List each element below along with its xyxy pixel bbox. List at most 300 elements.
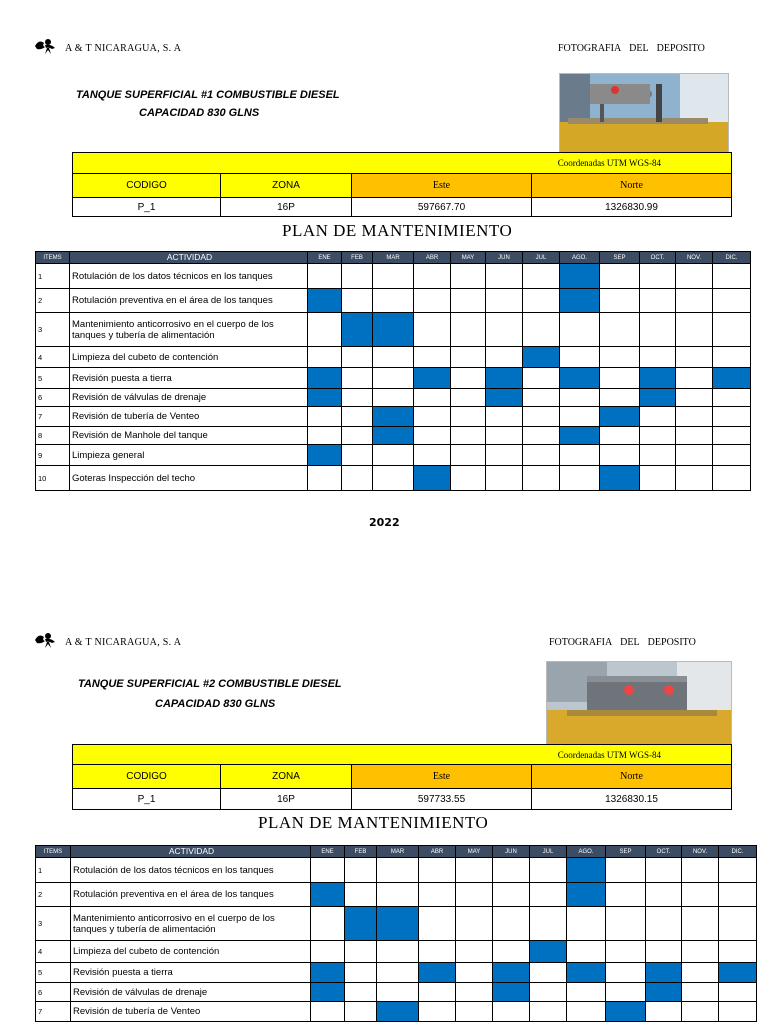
tank-title-1: TANQUE SUPERFICIAL #1 COMBUSTIBLE DIESEL [76, 89, 340, 101]
month-cell [311, 941, 345, 963]
month-cell [600, 289, 640, 313]
scheduled-cell [486, 368, 523, 389]
month-cell [640, 466, 676, 491]
item-number: 7 [36, 407, 70, 427]
tank-photo-icon [560, 74, 728, 152]
month-cell [456, 883, 493, 907]
scheduled-cell [719, 963, 757, 983]
month-cell [523, 368, 560, 389]
activity-label: Revisión puesta a tierra [70, 368, 308, 389]
month-cell [567, 941, 606, 963]
tank-title-2: TANQUE SUPERFICIAL #2 COMBUSTIBLE DIESEL [78, 678, 342, 690]
este-label: Este [352, 765, 532, 789]
scheduled-cell [419, 963, 456, 983]
month-cell [560, 407, 600, 427]
norte-value: 1326830.15 [532, 789, 732, 810]
item-number: 2 [36, 883, 71, 907]
month-cell [600, 445, 640, 466]
item-number: 8 [36, 427, 70, 445]
scheduled-cell [523, 347, 560, 368]
month-cell [606, 858, 646, 883]
table-row [36, 389, 751, 407]
norte-label: Norte [532, 765, 732, 789]
item-number: 9 [36, 445, 70, 466]
month-cell [682, 883, 719, 907]
month-cell [560, 347, 600, 368]
scheduled-cell [308, 289, 342, 313]
month-cell [606, 883, 646, 907]
scheduled-cell [493, 983, 530, 1002]
month-header: JUN [493, 846, 530, 858]
coords-label: Coordenadas UTM WGS-84 [73, 153, 732, 174]
items-header: ITEMS [36, 846, 71, 858]
month-cell [676, 427, 713, 445]
month-cell [676, 347, 713, 368]
activity-label: Limpieza del cubeto de contención [70, 347, 308, 368]
scheduled-cell [373, 313, 414, 347]
month-cell [713, 445, 751, 466]
month-cell [456, 941, 493, 963]
month-cell [414, 389, 451, 407]
month-cell [493, 883, 530, 907]
month-cell [456, 1002, 493, 1022]
month-cell [414, 347, 451, 368]
table-row [36, 1002, 757, 1022]
activity-label: Rotulación de los datos técnicos en los tanques [71, 858, 311, 883]
month-cell [530, 983, 567, 1002]
table-row [36, 368, 751, 389]
month-cell [486, 407, 523, 427]
month-cell [606, 941, 646, 963]
month-header: OCT. [640, 252, 676, 264]
month-cell [311, 907, 345, 941]
month-cell [600, 347, 640, 368]
month-cell [414, 445, 451, 466]
month-cell [682, 941, 719, 963]
month-cell [451, 347, 486, 368]
month-cell [345, 963, 377, 983]
scheduled-cell [414, 466, 451, 491]
month-cell [414, 427, 451, 445]
month-cell [530, 883, 567, 907]
scheduled-cell [345, 907, 377, 941]
month-cell [606, 983, 646, 1002]
month-cell [373, 466, 414, 491]
activity-header: ACTIVIDAD [70, 252, 308, 264]
month-cell [451, 264, 486, 289]
codigo-label: CODIGO [73, 174, 221, 198]
month-header: MAR [373, 252, 414, 264]
activity-label: Revisión puesta a tierra [71, 963, 311, 983]
month-cell [682, 1002, 719, 1022]
month-cell [530, 963, 567, 983]
este-value: 597733.55 [352, 789, 532, 810]
month-cell [493, 941, 530, 963]
month-cell [345, 1002, 377, 1022]
month-cell [600, 389, 640, 407]
diesel-tank-photo-1 [559, 73, 729, 153]
month-cell [308, 347, 342, 368]
month-cell [523, 407, 560, 427]
coords-label: Coordenadas UTM WGS-84 [73, 745, 732, 765]
scheduled-cell [308, 445, 342, 466]
scheduled-cell [311, 883, 345, 907]
month-cell [606, 963, 646, 983]
month-cell [451, 389, 486, 407]
month-cell [486, 289, 523, 313]
activity-label: Mantenimiento anticorrosivo en el cuerpo de los tanques y tubería de alimentación [70, 313, 308, 347]
item-number: 6 [36, 983, 71, 1002]
item-number: 4 [36, 941, 71, 963]
scheduled-cell [567, 963, 606, 983]
month-header: JUL [530, 846, 567, 858]
activity-label: Rotulación de los datos técnicos en los tanques [70, 264, 308, 289]
zona-label: ZONA [221, 174, 352, 198]
month-cell [451, 445, 486, 466]
month-cell [419, 1002, 456, 1022]
month-cell [493, 1002, 530, 1022]
month-cell [414, 313, 451, 347]
activity-label: Revisión de válvulas de drenaje [70, 389, 308, 407]
scheduled-cell [560, 264, 600, 289]
month-cell [451, 368, 486, 389]
zona-value: 16P [221, 789, 352, 810]
month-cell [719, 983, 757, 1002]
month-cell [713, 264, 751, 289]
diesel-tank-photo-2 [546, 661, 732, 747]
angel-logo-icon [33, 631, 59, 649]
scheduled-cell [713, 368, 751, 389]
month-cell [530, 1002, 567, 1022]
month-cell [523, 466, 560, 491]
item-number: 5 [36, 368, 70, 389]
month-cell [646, 858, 682, 883]
month-header: SEP [606, 846, 646, 858]
company-name-1 [33, 37, 181, 55]
month-header: MAY [451, 252, 486, 264]
month-cell [713, 407, 751, 427]
month-header: DIC. [719, 846, 757, 858]
month-cell [342, 389, 373, 407]
activity-label: Mantenimiento anticorrosivo en el cuerpo de los tanques y tubería de alimentación [71, 907, 311, 941]
month-cell [713, 313, 751, 347]
schedule-table-1 [35, 251, 751, 491]
month-cell [414, 289, 451, 313]
norte-value: 1326830.99 [532, 198, 732, 217]
table-row [36, 466, 751, 491]
activity-label: Revisión de tubería de Venteo [71, 1002, 311, 1022]
month-header: ABR [419, 846, 456, 858]
item-number: 7 [36, 1002, 71, 1022]
month-cell [345, 858, 377, 883]
month-cell [342, 427, 373, 445]
month-cell [523, 264, 560, 289]
month-cell [719, 858, 757, 883]
activity-label: Goteras Inspección del techo [70, 466, 308, 491]
month-cell [676, 389, 713, 407]
month-cell [530, 907, 567, 941]
month-cell [308, 427, 342, 445]
month-header: NOV. [682, 846, 719, 858]
activity-label: Revisión de tubería de Venteo [70, 407, 308, 427]
month-cell [713, 347, 751, 368]
table-row [36, 883, 757, 907]
month-cell [640, 407, 676, 427]
month-header: MAR [377, 846, 419, 858]
month-header: ENE [311, 846, 345, 858]
table-row [36, 963, 757, 983]
month-cell [713, 289, 751, 313]
photo-caption-1: FOTOGRAFIA DEL DEPOSITO [558, 43, 705, 54]
month-cell [456, 907, 493, 941]
month-cell [719, 907, 757, 941]
scheduled-cell [530, 941, 567, 963]
month-cell [373, 445, 414, 466]
month-header: AGO. [567, 846, 606, 858]
scheduled-cell [567, 858, 606, 883]
scheduled-cell [311, 983, 345, 1002]
scheduled-cell [560, 427, 600, 445]
tank-capacity-1: CAPACIDAD 830 GLNS [139, 107, 260, 119]
scheduled-cell [560, 289, 600, 313]
table-row [36, 445, 751, 466]
month-cell [560, 313, 600, 347]
month-cell [373, 368, 414, 389]
month-cell [373, 289, 414, 313]
month-header: ENE [308, 252, 342, 264]
month-cell [676, 368, 713, 389]
month-cell [342, 445, 373, 466]
month-cell [451, 313, 486, 347]
plan-title-2: PLAN DE MANTENIMIENTO [258, 813, 489, 832]
month-cell [640, 264, 676, 289]
activity-label: Rotulación preventiva en el área de los tanques [70, 289, 308, 313]
month-cell [493, 907, 530, 941]
month-cell [456, 963, 493, 983]
este-value: 597667.70 [352, 198, 532, 217]
item-number: 3 [36, 313, 70, 347]
month-header: FEB [342, 252, 373, 264]
month-cell [308, 313, 342, 347]
scheduled-cell [646, 963, 682, 983]
company-text: A & T NICARAGUA, S. A [65, 43, 182, 54]
scheduled-cell [373, 407, 414, 427]
month-cell [676, 313, 713, 347]
items-header: ITEMS [36, 252, 70, 264]
activity-header: ACTIVIDAD [71, 846, 311, 858]
month-cell [606, 907, 646, 941]
scheduled-cell [373, 427, 414, 445]
month-header: MAY [456, 846, 493, 858]
month-cell [345, 983, 377, 1002]
month-cell [640, 289, 676, 313]
month-cell [373, 389, 414, 407]
item-number: 2 [36, 289, 70, 313]
scheduled-cell [308, 368, 342, 389]
scheduled-cell [640, 368, 676, 389]
zona-label: ZONA [221, 765, 352, 789]
item-number: 4 [36, 347, 70, 368]
activity-label: Limpieza del cubeto de contención [71, 941, 311, 963]
table-row [36, 907, 757, 941]
month-cell [377, 983, 419, 1002]
month-cell [377, 883, 419, 907]
month-cell [713, 389, 751, 407]
month-cell [682, 858, 719, 883]
month-cell [342, 347, 373, 368]
table-row [36, 407, 751, 427]
month-cell [377, 963, 419, 983]
tank-photo-icon [547, 662, 731, 746]
zona-value: 16P [221, 198, 352, 217]
angel-logo-icon [33, 37, 59, 55]
month-cell [308, 264, 342, 289]
month-cell [419, 907, 456, 941]
month-cell [342, 466, 373, 491]
month-cell [419, 883, 456, 907]
month-header: OCT. [646, 846, 682, 858]
month-cell [345, 883, 377, 907]
month-cell [342, 368, 373, 389]
scheduled-cell [308, 389, 342, 407]
schedule-table-2 [35, 845, 757, 1022]
photo-caption-2: FOTOGRAFIA DEL DEPOSITO [549, 637, 696, 648]
scheduled-cell [560, 368, 600, 389]
scheduled-cell [646, 983, 682, 1002]
codigo-value: P_1 [73, 789, 221, 810]
norte-label: Norte [532, 174, 732, 198]
scheduled-cell [600, 407, 640, 427]
scheduled-cell [342, 313, 373, 347]
month-cell [308, 466, 342, 491]
month-cell [486, 427, 523, 445]
month-cell [373, 347, 414, 368]
month-cell [600, 427, 640, 445]
month-cell [719, 883, 757, 907]
month-cell [456, 858, 493, 883]
month-cell [600, 368, 640, 389]
month-cell [640, 445, 676, 466]
plan-title-1: PLAN DE MANTENIMIENTO [282, 221, 513, 240]
table-row [36, 983, 757, 1002]
month-cell [451, 289, 486, 313]
month-cell [523, 427, 560, 445]
month-cell [713, 466, 751, 491]
month-cell [451, 407, 486, 427]
info-table-1 [72, 152, 732, 217]
month-cell [342, 289, 373, 313]
month-cell [640, 347, 676, 368]
table-row [36, 941, 757, 963]
company-name-2 [33, 631, 181, 649]
month-cell [456, 983, 493, 1002]
tank-capacity-2: CAPACIDAD 830 GLNS [155, 698, 276, 710]
month-cell [676, 466, 713, 491]
month-cell [567, 907, 606, 941]
month-cell [676, 289, 713, 313]
item-number: 1 [36, 858, 71, 883]
info-table-2 [72, 744, 732, 810]
month-cell [486, 264, 523, 289]
table-row [36, 313, 751, 347]
month-cell [530, 858, 567, 883]
activity-label: Revisión de válvulas de drenaje [71, 983, 311, 1002]
month-cell [414, 264, 451, 289]
month-cell [311, 1002, 345, 1022]
month-cell [719, 1002, 757, 1022]
month-cell [676, 264, 713, 289]
month-cell [676, 407, 713, 427]
table-row [36, 427, 751, 445]
month-cell [377, 858, 419, 883]
scheduled-cell [600, 466, 640, 491]
scheduled-cell [567, 883, 606, 907]
scheduled-cell [311, 963, 345, 983]
month-cell [493, 858, 530, 883]
month-header: AGO. [560, 252, 600, 264]
month-cell [419, 941, 456, 963]
month-cell [342, 264, 373, 289]
scheduled-cell [606, 1002, 646, 1022]
month-cell [486, 347, 523, 368]
month-cell [646, 941, 682, 963]
activity-label: Rotulación preventiva en el área de los tanques [71, 883, 311, 907]
month-cell [560, 466, 600, 491]
month-cell [567, 1002, 606, 1022]
month-cell [486, 445, 523, 466]
month-cell [640, 427, 676, 445]
item-number: 1 [36, 264, 70, 289]
item-number: 5 [36, 963, 71, 983]
month-cell [419, 858, 456, 883]
month-cell [646, 1002, 682, 1022]
month-header: NOV. [676, 252, 713, 264]
month-header: SEP [600, 252, 640, 264]
table-row [36, 289, 751, 313]
month-cell [640, 313, 676, 347]
company-text: A & T NICARAGUA, S. A [65, 637, 182, 648]
este-label: Este [352, 174, 532, 198]
month-header: DIC. [713, 252, 751, 264]
month-cell [523, 445, 560, 466]
month-cell [311, 858, 345, 883]
month-cell [523, 289, 560, 313]
table-row [36, 347, 751, 368]
month-cell [600, 313, 640, 347]
activity-label: Revisión de Manhole del tanque [70, 427, 308, 445]
activity-label: Limpieza general [70, 445, 308, 466]
month-cell [308, 407, 342, 427]
table-row [36, 858, 757, 883]
month-cell [676, 445, 713, 466]
month-cell [486, 466, 523, 491]
scheduled-cell [486, 389, 523, 407]
month-cell [419, 983, 456, 1002]
month-cell [560, 389, 600, 407]
month-cell [345, 941, 377, 963]
month-cell [451, 466, 486, 491]
item-number: 3 [36, 907, 71, 941]
year-label: 2022 [369, 516, 400, 529]
month-cell [600, 264, 640, 289]
month-cell [646, 883, 682, 907]
item-number: 10 [36, 466, 70, 491]
scheduled-cell [640, 389, 676, 407]
codigo-value: P_1 [73, 198, 221, 217]
month-cell [682, 983, 719, 1002]
month-cell [377, 941, 419, 963]
month-cell [523, 313, 560, 347]
